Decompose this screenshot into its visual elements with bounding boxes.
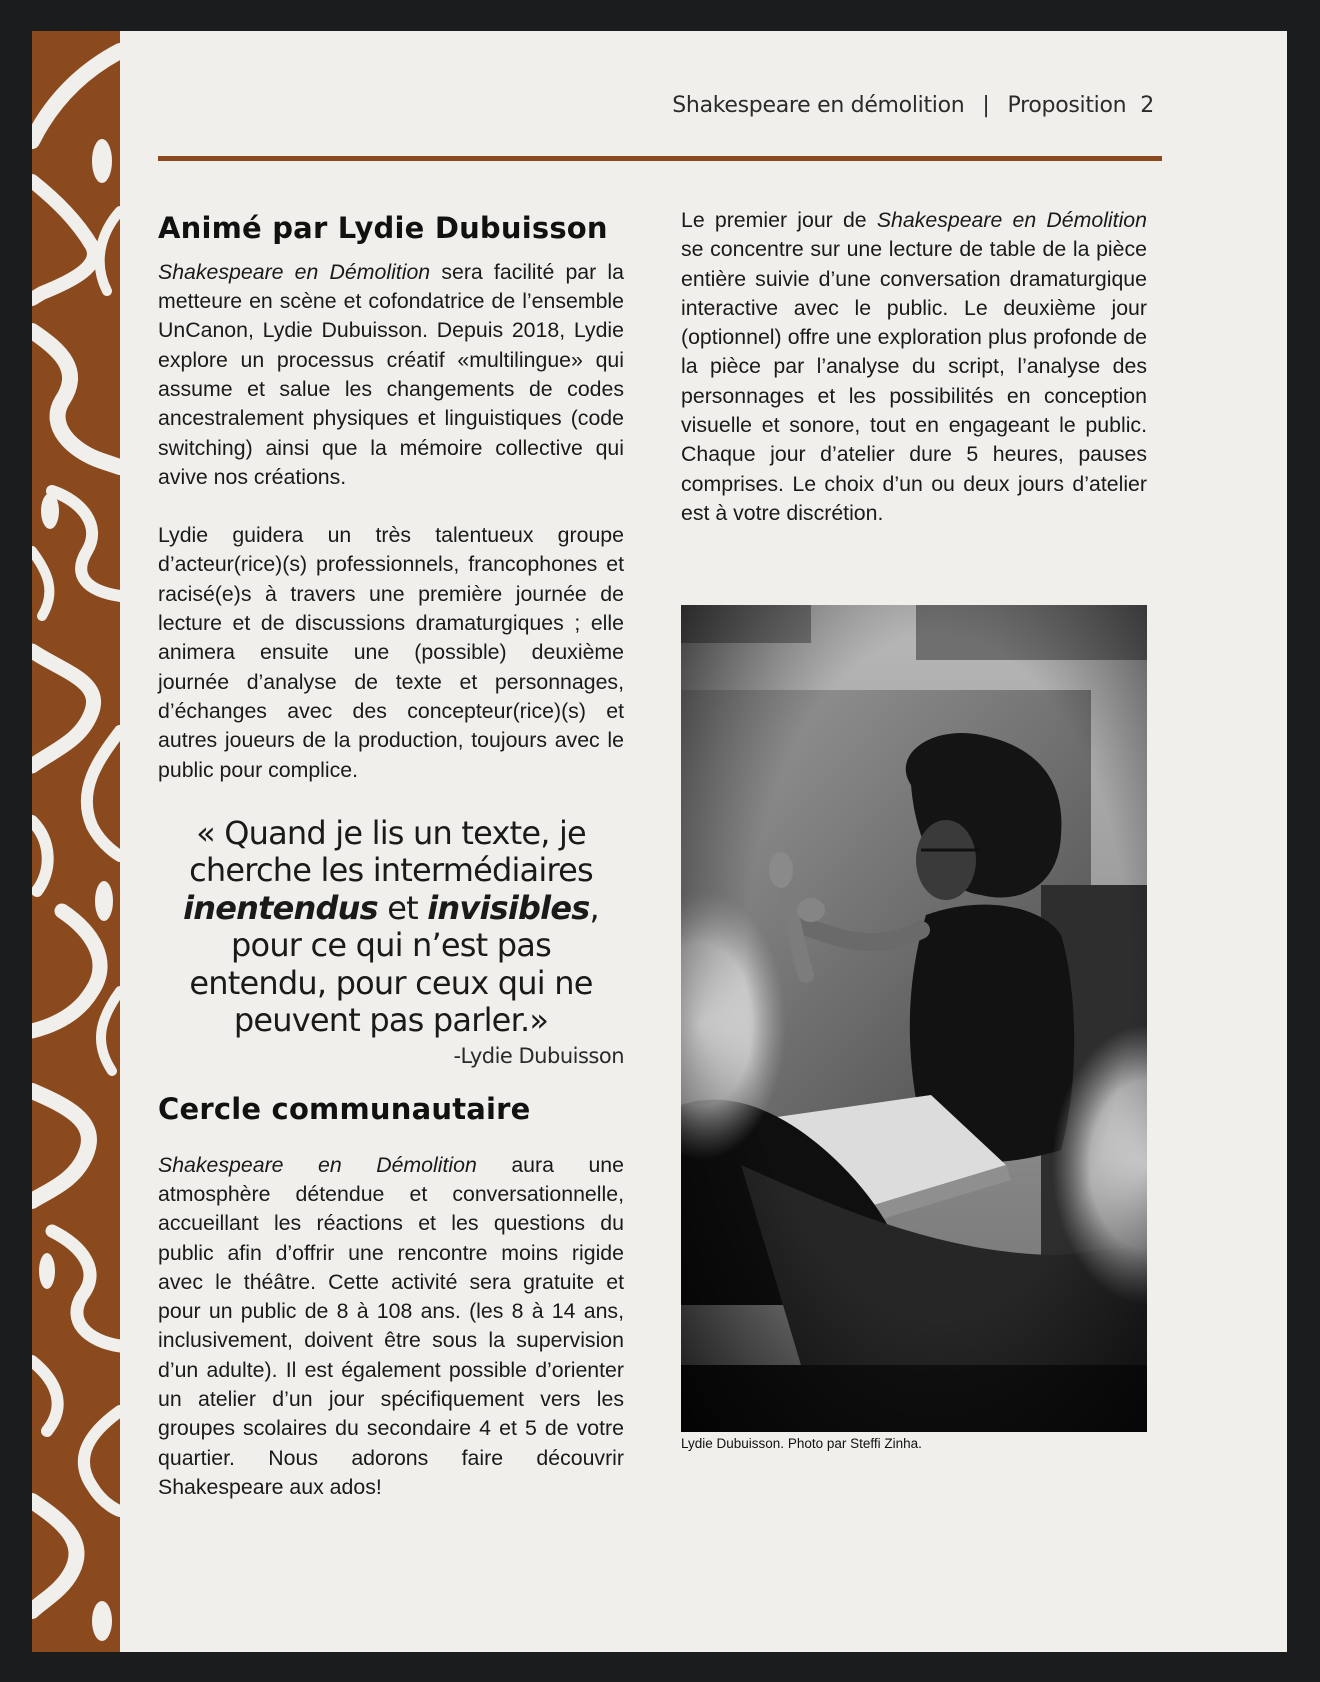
paragraph-premier-jour-start: Le premier jour de [681, 208, 877, 232]
decorative-side-band [32, 31, 120, 1652]
quote-part-3: , pour ce qui n’est pas entendu, pour ceux qui ne peuvent pas parler.» [189, 888, 599, 1040]
paragraph-cercle-title: Shakespeare en Démolition [158, 1152, 477, 1177]
quote-author: -Lydie Dubuisson [453, 1043, 624, 1068]
right-column [681, 206, 1147, 528]
paragraph-premier-jour-title: Shakespeare en Démolition [876, 208, 1148, 232]
section-heading-animateur: Animé par Lydie Dubuisson [158, 211, 608, 245]
quote-part-1: « Quand je lis un texte, je cherche les intermédiaires [189, 813, 593, 890]
paragraph-intro [158, 258, 624, 492]
paragraph-intro-text: sera facilité par la metteure en scène et cofondatrice de l’ensemble UnCanon, Lydie Dubuisson. Depuis 2018, Lydie explore un processus créatif «multilingue» qui assume et salue les changements de codes ancestralement physiques et linguistiques (code switching) ainsi que la mémoire collective qui avive nos créations. [158, 259, 624, 489]
paragraph-premier-jour-text: se concentre sur une lecture de table de la pièce entière suivie d’une conversation dramaturgique interactive avec le public. Le deuxième jour (optionnel) offre une exploration plus profonde de la pièce par l’analyse du script, l’analyse des personnages et les possibilités en conception visuelle et sonore, tout en engageant le public. Chaque jour d’atelier dure 5 heures, pauses comprises. Le choix d’un ou deux jours d’atelier est à votre discrétion. [681, 237, 1147, 525]
paragraph-intro-title: Shakespeare en Démolition [158, 259, 431, 284]
paragraph-cercle-text: aura une atmosphère détendue et conversationnelle, accueillant les réactions et les questions du public afin d’offrir une rencontre moins rigide avec le théâtre. Cette activité sera gratuite et pour un public de 8 à 108 ans. (les 8 à 14 ans, inclusivement, doivent être sous la supervision d’un adulte). Il est également possible d’orienter un atelier d’un jour spécifiquement vers les groupes scolaires du secondaire 4 et 5 de votre quartier. Nous adorons faire découvrir Shakespeare aux ados! [158, 1152, 624, 1499]
page-number: 2 [1140, 93, 1154, 118]
paragraph-premier-jour [681, 206, 1147, 528]
paragraph-guide: Lydie guidera un très talentueux groupe d’acteur(rice)(s) professionnels, francophones et racisé(e)s à travers une première journée de lecture et de discussions dramaturgiques ; elle animera ensuite une (possible) deuxième journée d’analyse de texte et personnages, d’échanges avec des concepteur(rice)(s) et autres joueurs de la production, toujours avec le public pour complice. [158, 523, 624, 782]
quote-emphasis-1: inentendus [183, 888, 378, 927]
portrait-photo [681, 605, 1147, 1432]
photo-caption: Lydie Dubuisson. Photo par Steffi Zinha. [681, 1436, 922, 1451]
quote-part-2: et [377, 888, 428, 927]
photo-image [681, 605, 1147, 1432]
document-page [32, 31, 1287, 1652]
header-divider [158, 156, 1162, 161]
header-section: Proposition [1007, 93, 1127, 118]
header-separator: | [982, 93, 990, 118]
left-column [158, 211, 624, 1502]
section-heading-cercle: Cercle communautaire [158, 1091, 531, 1126]
page-header [672, 93, 1154, 118]
header-title: Shakespeare en démolition [672, 93, 965, 118]
pull-quote [158, 815, 624, 1040]
paragraph-cercle [158, 1151, 624, 1503]
quote-emphasis-2: invisibles [427, 888, 590, 927]
